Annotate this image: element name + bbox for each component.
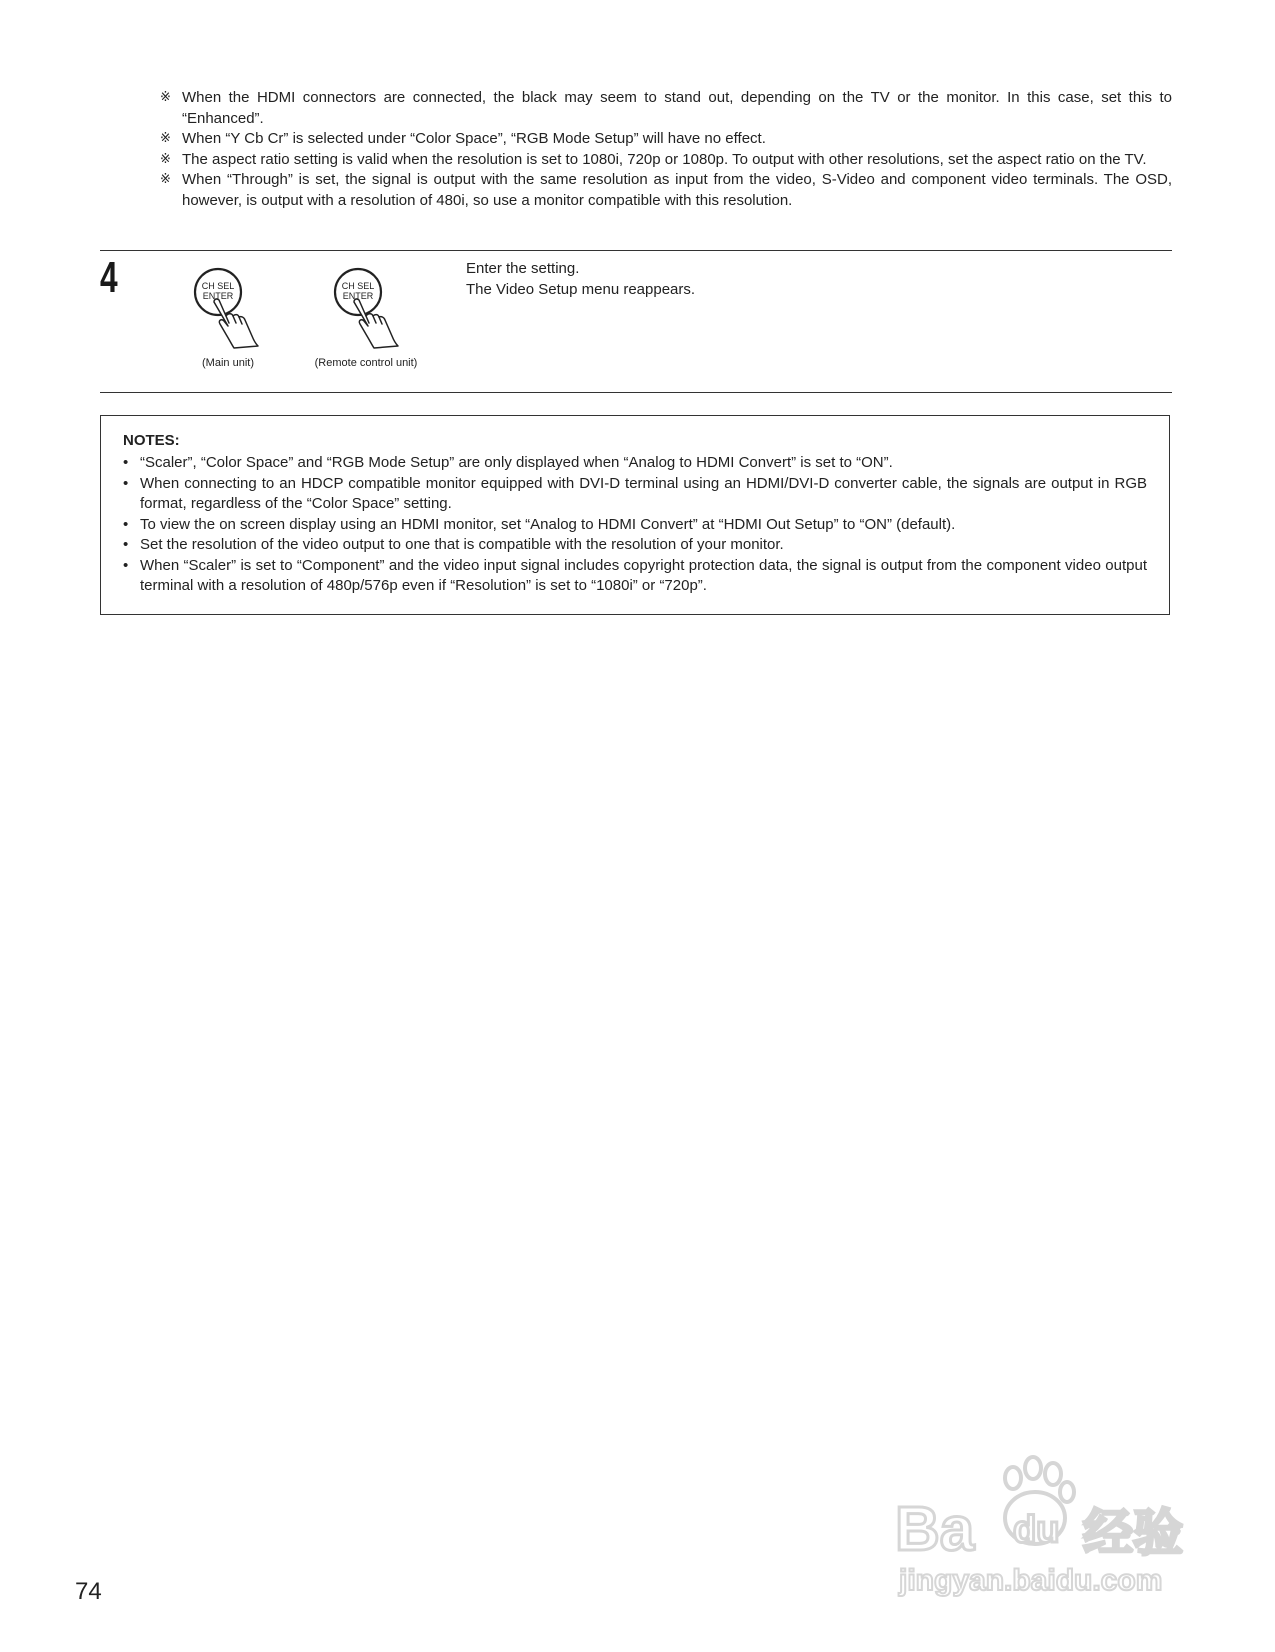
notes-list xyxy=(123,453,1147,597)
list-item xyxy=(123,515,1147,536)
note-text: When “Y Cb Cr” is selected under “Color Space”, “RGB Mode Setup” will have no effect. xyxy=(182,130,766,147)
list-item xyxy=(123,535,1147,556)
button-label-line1: CH SEL xyxy=(201,281,235,291)
bullet: • xyxy=(123,536,129,553)
bullet: • xyxy=(123,515,129,533)
bullet: • xyxy=(123,454,129,471)
watermark-url: jingyan.baidu.com xyxy=(899,1564,1163,1597)
list-item-text: Set the resolution of the video output to one that is compatible with the resolution of your monitor. xyxy=(140,536,784,553)
remote-unit-enter-button-illustration xyxy=(328,266,418,350)
reference-mark: ※ xyxy=(160,131,171,146)
watermark-brand-mid: du xyxy=(1013,1509,1060,1551)
list-item xyxy=(123,474,1147,515)
list-item-text: When “Scaler” is set to “Component” and the video input signal includes copyright protection data, the signal is output from the component video output terminal with a resolution of 480p/576p even if “Resolution” is set to “1080i” or “720p”. xyxy=(140,556,1147,594)
bullet: • xyxy=(123,556,129,574)
notes-title: NOTES: xyxy=(123,432,180,449)
list-item xyxy=(123,556,1147,597)
note-through xyxy=(160,170,1172,211)
reference-mark: ※ xyxy=(160,90,171,105)
note-ycbcr xyxy=(160,129,1172,150)
top-notes xyxy=(160,88,1172,211)
step-instructions xyxy=(466,258,695,300)
baidu-jingyan-watermark xyxy=(895,1450,1205,1600)
page-number: 74 xyxy=(75,1578,102,1605)
button-label-line2: ENTER xyxy=(202,291,234,301)
step-number: 4 xyxy=(100,253,118,302)
list-item-text: To view the on screen display using an HDMI monitor, set “Analog to HDMI Convert” at “HDMI Out Setup” to “ON” (default). xyxy=(140,515,956,533)
watermark-brand-left: Ba xyxy=(895,1495,975,1564)
step-instruction-line2: The Video Setup menu reappears. xyxy=(466,281,696,298)
step-instruction-line1: Enter the setting. xyxy=(466,260,580,277)
note-text: When “Through” is set, the signal is output with the same resolution as input from the video, S-Video and component video terminals. The OSD, however, is output with a resolution of 480i, so use a monitor compatible with this resolution. xyxy=(182,171,1172,209)
main-unit-enter-button-illustration xyxy=(188,266,278,350)
step-top-divider xyxy=(100,250,1172,251)
button-label-line2: ENTER xyxy=(342,291,374,301)
bullet: • xyxy=(123,474,129,492)
remote-unit-caption: (Remote control unit) xyxy=(314,357,418,369)
list-item xyxy=(123,453,1147,474)
watermark-brand-cn: 经验 xyxy=(1083,1504,1183,1562)
step-bottom-divider xyxy=(100,392,1172,393)
list-item-text: “Scaler”, “Color Space” and “RGB Mode Setup” are only displayed when “Analog to HDMI Convert” is set to “ON”. xyxy=(140,454,893,471)
note-text: When the HDMI connectors are connected, the black may seem to stand out, depending on the TV or the monitor. In this case, set this to “Enhanced”. xyxy=(182,89,1172,127)
reference-mark: ※ xyxy=(160,151,171,167)
reference-mark: ※ xyxy=(160,172,171,187)
notes-box xyxy=(100,415,1170,615)
main-unit-caption: (Main unit) xyxy=(202,357,254,369)
note-text: The aspect ratio setting is valid when the resolution is set to 1080i, 720p or 1080p. To output with other resolutions, set the aspect ratio on the TV. xyxy=(182,150,1147,168)
list-item-text: When connecting to an HDCP compatible monitor equipped with DVI-D terminal using an HDMI/DVI-D converter cable, the signals are output in RGB format, regardless of the “Color Space” setting. xyxy=(140,474,1147,512)
note-hdmi-black xyxy=(160,88,1172,129)
button-label-line1: CH SEL xyxy=(341,281,375,291)
note-aspect-ratio xyxy=(160,150,1172,171)
